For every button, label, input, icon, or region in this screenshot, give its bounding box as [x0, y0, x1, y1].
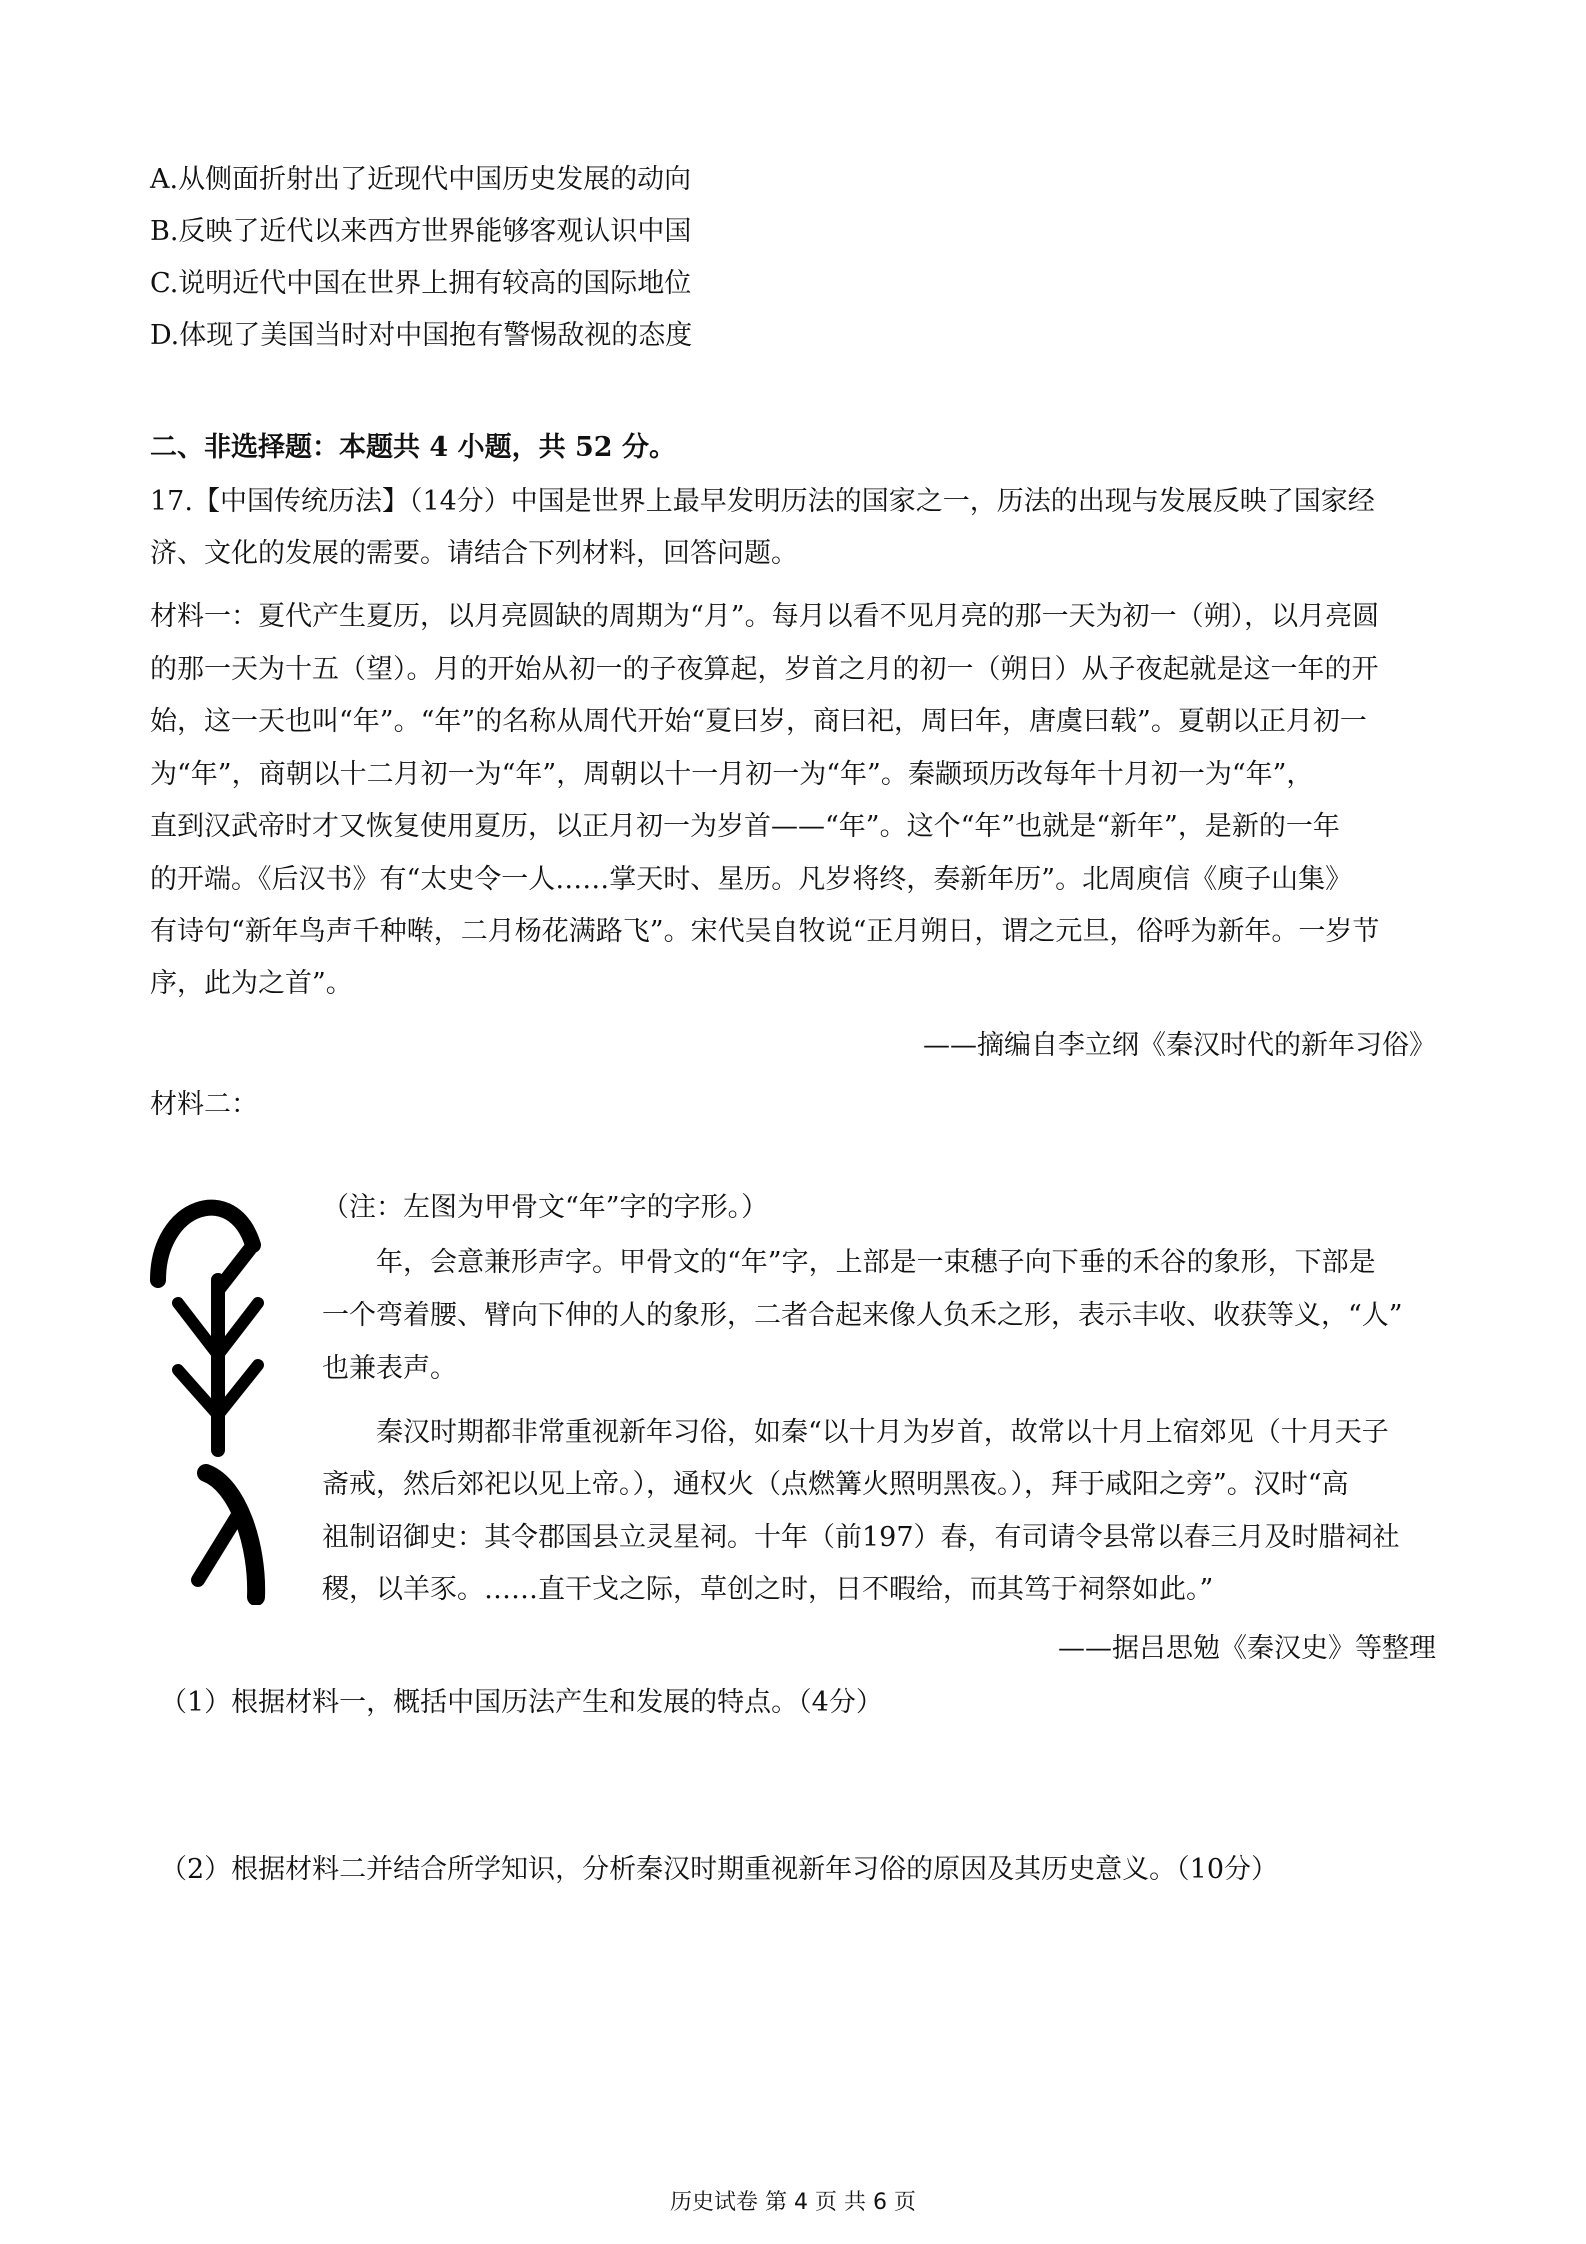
material1-line: 始，这一天也叫“年”。“年”的名称从周代开始“夏曰岁，商曰祀，周曰年，唐虞曰载”。夏朝以正月初一 — [150, 706, 1367, 737]
material2-para1-line: 年，会意兼形声字。甲骨文的“年”字，上部是一束穗子向下垂的禾谷的象形，下部是 — [376, 1247, 1376, 1278]
material2-note: （注：左图为甲骨文“年”字的字形。） — [322, 1192, 769, 1223]
choice-b: B.反映了近代以来西方世界能够客观认识中国 — [150, 216, 692, 247]
sub-question-1: （1）根据材料一，概括中国历法产生和发展的特点。（4分） — [160, 1687, 883, 1718]
material2-para2-line: 斋戒，然后郊祀以见上帝。），通权火（点燃篝火照明黑夜。），拜于咸阳之旁”。汉时“高 — [322, 1469, 1349, 1500]
material2-label: 材料二： — [150, 1089, 258, 1120]
section-heading: 二、非选择题：本题共 4 小题，共 52 分。 — [150, 432, 676, 463]
material2-para1-line: 也兼表声。 — [322, 1353, 457, 1384]
q17-intro-line-2: 济、文化的发展的需要。请结合下列材料，回答问题。 — [150, 538, 798, 569]
q17-intro-line-1: 17.【中国传统历法】（14分）中国是世界上最早发明历法的国家之一，历法的出现与发展反映了国家经 — [150, 486, 1375, 517]
material2-para2-line: 秦汉时期都非常重视新年习俗，如秦“以十月为岁首，故常以十月上宿郊见（十月天子 — [376, 1417, 1389, 1448]
material2-para1-line: 一个弯着腰、臂向下伸的人的象形，二者合起来像人负禾之形，表示丰收、收获等义，“人” — [322, 1300, 1403, 1331]
material1-line: 有诗句“新年鸟声千种啭，二月杨花满路飞”。宋代吴自牧说“正月朔日，谓之元旦，俗呼为新年。一岁节 — [150, 916, 1380, 947]
oracle-bone-nian-glyph — [138, 1185, 318, 1605]
material1-line: 序，此为之首”。 — [150, 968, 353, 999]
sub-question-2: （2）根据材料二并结合所学知识，分析秦汉时期重视新年习俗的原因及其历史意义。（10分） — [160, 1854, 1279, 1885]
material1-source: ——摘编自李立纲《秦汉时代的新年习俗》 — [923, 1030, 1436, 1061]
material2-para2-line: 稷，以羊豕。……直干戈之际，草创之时，日不暇给，而其笃于祠祭如此。” — [322, 1574, 1214, 1605]
choice-d: D.体现了美国当时对中国抱有警惕敌视的态度 — [150, 320, 693, 351]
material1-line: 的开端。《后汉书》有“太史令一人……掌天时、星历。凡岁将终，奏新年历”。北周庾信《庾子山集》 — [150, 864, 1353, 895]
material2-source: ——据吕思勉《秦汉史》等整理 — [1058, 1633, 1436, 1664]
material1-line: 直到汉武帝时才又恢复使用夏历，以正月初一为岁首——“年”。这个“年”也就是“新年”，是新的一年 — [150, 811, 1340, 842]
choice-c: C.说明近代中国在世界上拥有较高的国际地位 — [150, 268, 692, 299]
material1-line: 为“年”，商朝以十二月初一为“年”，周朝以十一月初一为“年”。秦颛顼历改每年十月初一为“年”， — [150, 759, 1314, 790]
choice-a: A.从侧面折射出了近现代中国历史发展的动向 — [150, 164, 692, 195]
material1-line: 材料一：夏代产生夏历，以月亮圆缺的周期为“月”。每月以看不见月亮的那一天为初一（朔），以月亮圆 — [150, 601, 1380, 632]
material2-para2-line: 祖制诏御史：其令郡国县立灵星祠。十年（前197）春，有司请令县常以春三月及时腊祠社 — [322, 1522, 1400, 1553]
material1-line: 的那一天为十五（望）。月的开始从初一的子夜算起，岁首之月的初一（朔日）从子夜起就是这一年的开 — [150, 654, 1379, 685]
page-footer: 历史试卷 第 4 页 共 6 页 — [670, 2190, 916, 2215]
